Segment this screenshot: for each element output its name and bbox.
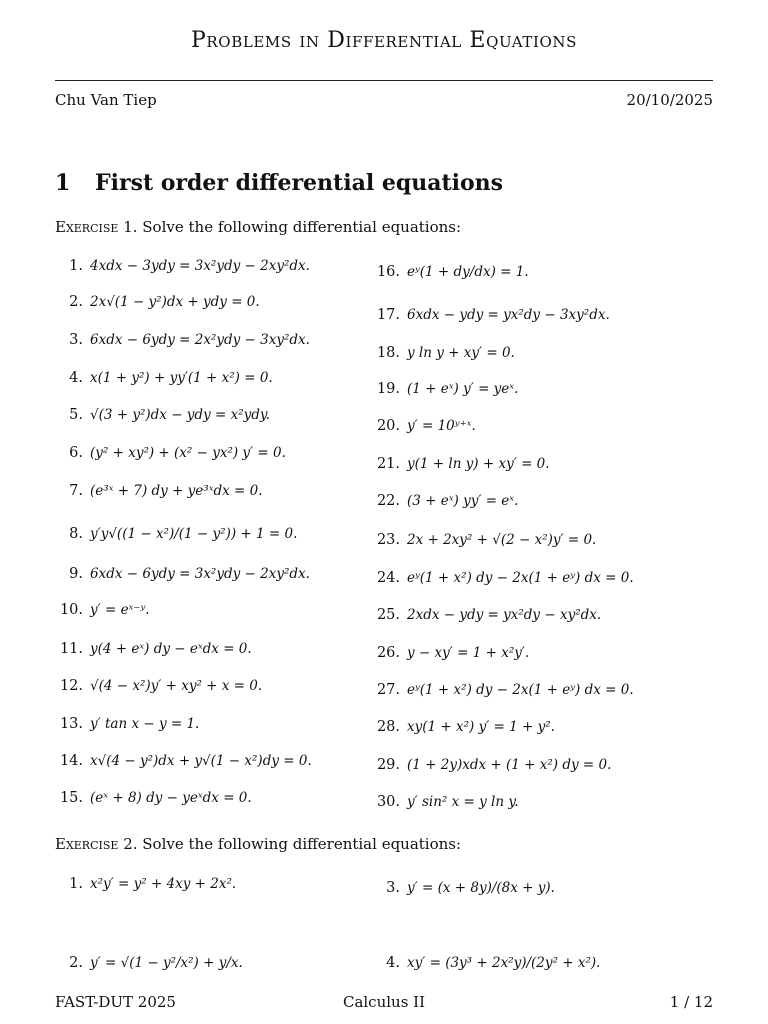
exercise-item-equation: y ln y + xy′ = 0. bbox=[407, 345, 515, 361]
exercise-item-number: 2. bbox=[69, 294, 83, 310]
exercise-item bbox=[55, 368, 273, 388]
exercise-item bbox=[55, 600, 150, 620]
exercise-item-equation: 2xdx − ydy = yx²dy − xy²dx. bbox=[407, 607, 602, 623]
exercise-item-number: 7. bbox=[69, 483, 83, 499]
exercise-item-equation: y(1 + ln y) + xy′ = 0. bbox=[407, 456, 550, 472]
exercise-item-number: 15. bbox=[59, 790, 83, 806]
exercise-item-number: 28. bbox=[376, 719, 400, 735]
section-title: First order differential equations bbox=[95, 170, 504, 196]
header-rule bbox=[55, 80, 713, 81]
exercise-item-equation: 6xdx − ydy = yx²dy − 3xy²dx. bbox=[407, 307, 610, 323]
exercise-item-equation: √(3 + y²)dx − ydy = x²ydy. bbox=[90, 407, 271, 423]
exercise-item bbox=[365, 262, 529, 282]
exercise-item bbox=[55, 874, 236, 894]
exercise-item-number: 12. bbox=[59, 678, 83, 694]
exercise-item bbox=[55, 330, 310, 350]
exercise-item-equation: xy′ = (3y³ + 2x²y)/(2y² + x²). bbox=[407, 955, 601, 971]
exercise-item-number: 29. bbox=[376, 757, 400, 773]
footer-course: Calculus II bbox=[342, 993, 426, 1011]
exercise-2-label: Exercise 2. bbox=[55, 835, 138, 853]
exercise-item-number: 5. bbox=[69, 407, 83, 423]
exercise-item bbox=[365, 530, 596, 550]
exercise-item bbox=[365, 755, 611, 775]
exercise-item-number: 17. bbox=[376, 307, 400, 323]
exercise-item-number: 25. bbox=[376, 607, 400, 623]
exercise-item-number: 20. bbox=[376, 418, 400, 434]
exercise-item-equation: x²y′ = y² + 4xy + 2x². bbox=[90, 876, 237, 892]
exercise-item bbox=[365, 792, 518, 812]
exercise-item-equation: xy(1 + x²) y′ = 1 + y². bbox=[407, 719, 555, 735]
exercise-item-number: 19. bbox=[376, 381, 400, 397]
exercise-1-label: Exercise 1. bbox=[55, 218, 138, 236]
exercise-item-number: 6. bbox=[69, 445, 83, 461]
exercise-item-number: 16. bbox=[376, 264, 400, 280]
exercise-item-equation: 6xdx − 6ydy = 3x²ydy − 2xy²dx. bbox=[90, 566, 310, 582]
exercise-item bbox=[55, 953, 243, 973]
exercise-item-equation: 2x + 2xy² + √(2 − x²)y′ = 0. bbox=[407, 532, 597, 548]
exercise-item-number: 22. bbox=[376, 493, 400, 509]
exercise-item-equation: √(4 − x²)y′ + xy² + x = 0. bbox=[90, 678, 263, 694]
exercise-item-equation: eʸ(1 + dy/dx) = 1. bbox=[407, 264, 529, 280]
section-heading bbox=[55, 170, 503, 196]
exercise-item-number: 9. bbox=[69, 566, 83, 582]
exercise-item bbox=[365, 454, 550, 474]
exercise-item-number: 8. bbox=[69, 526, 83, 542]
exercise-item-equation: 2x√(1 − y²)dx + ydy = 0. bbox=[90, 294, 260, 310]
exercise-item-number: 30. bbox=[376, 794, 400, 810]
exercise-item bbox=[365, 643, 529, 663]
document-date: 20/10/2025 bbox=[626, 91, 713, 109]
section-number: 1 bbox=[55, 170, 71, 196]
exercise-item bbox=[55, 524, 297, 544]
exercise-item bbox=[365, 605, 601, 625]
exercise-item-equation: (eˣ + 8) dy − yeˣdx = 0. bbox=[90, 790, 252, 806]
exercise-item bbox=[55, 481, 263, 501]
exercise-item-equation: (1 + 2y)xdx + (1 + x²) dy = 0. bbox=[407, 757, 612, 773]
exercise-item-equation: x√(4 − y²)dx + y√(1 − x²)dy = 0. bbox=[90, 753, 312, 769]
exercise-item-equation: y′ = 10ʸ⁺ˣ. bbox=[407, 418, 476, 434]
exercise-item bbox=[55, 714, 199, 734]
exercise-item bbox=[365, 568, 634, 588]
exercise-item bbox=[365, 878, 555, 898]
exercise-item bbox=[365, 379, 518, 399]
exercise-item-number: 14. bbox=[59, 753, 83, 769]
exercise-item bbox=[365, 680, 634, 700]
exercise-item-equation: y′ sin² x = y ln y. bbox=[407, 794, 519, 810]
exercise-1-heading bbox=[55, 218, 461, 236]
exercise-item-equation: y(4 + eˣ) dy − eˣdx = 0. bbox=[90, 641, 252, 657]
exercise-item-number: 2. bbox=[69, 955, 83, 971]
exercise-item-number: 23. bbox=[376, 532, 400, 548]
exercise-1-text: Solve the following differential equations: bbox=[142, 218, 462, 236]
exercise-item-equation: eʸ(1 + x²) dy − 2x(1 + eʸ) dx = 0. bbox=[407, 570, 634, 586]
exercise-item-number: 4. bbox=[69, 370, 83, 386]
exercise-item-number: 26. bbox=[376, 645, 400, 661]
exercise-item bbox=[55, 443, 286, 463]
exercise-item bbox=[55, 292, 260, 312]
exercise-item-equation: (3 + eˣ) yy′ = eˣ. bbox=[407, 493, 519, 509]
exercise-item-number: 13. bbox=[59, 716, 83, 732]
exercise-item-number: 11. bbox=[59, 641, 83, 657]
exercise-item-equation: y′ = (x + 8y)/(8x + y). bbox=[407, 880, 555, 896]
exercise-item-equation: (1 + eˣ) y′ = yeˣ. bbox=[407, 381, 519, 397]
exercise-item bbox=[55, 751, 312, 771]
exercise-item-number: 24. bbox=[376, 570, 400, 586]
exercise-item-number: 1. bbox=[69, 876, 83, 892]
exercise-item bbox=[365, 305, 610, 325]
exercise-item-equation: y − xy′ = 1 + x²y′. bbox=[407, 645, 530, 661]
exercise-item-equation: y′ tan x − y = 1. bbox=[90, 716, 200, 732]
exercise-item-equation: y′ = eˣ⁻ʸ. bbox=[90, 602, 150, 618]
exercise-item-number: 3. bbox=[386, 880, 400, 896]
exercise-item-equation: (e³ˣ + 7) dy + ye³ˣdx = 0. bbox=[90, 483, 263, 499]
author-name: Chu Van Tiep bbox=[55, 91, 157, 109]
exercise-item bbox=[365, 953, 600, 973]
exercise-item bbox=[55, 788, 252, 808]
exercise-item-number: 3. bbox=[69, 332, 83, 348]
exercise-item bbox=[55, 405, 270, 425]
exercise-item bbox=[55, 564, 310, 584]
exercise-item bbox=[55, 639, 252, 659]
exercise-item-equation: 4xdx − 3ydy = 3x²ydy − 2xy²dx. bbox=[90, 258, 310, 274]
exercise-item bbox=[365, 343, 515, 363]
exercise-2-text: Solve the following differential equations: bbox=[142, 835, 462, 853]
exercise-item-equation: eʸ(1 + x²) dy − 2x(1 + eʸ) dx = 0. bbox=[407, 682, 634, 698]
exercise-item-number: 1. bbox=[69, 258, 83, 274]
exercise-item-equation: y′ = √(1 − y²/x²) + y/x. bbox=[90, 955, 243, 971]
exercise-item-number: 4. bbox=[386, 955, 400, 971]
exercise-item-equation: x(1 + y²) + yy′(1 + x²) = 0. bbox=[90, 370, 273, 386]
exercise-item-number: 18. bbox=[376, 345, 400, 361]
exercise-item-equation: 6xdx − 6ydy = 2x²ydy − 3xy²dx. bbox=[90, 332, 310, 348]
exercise-item bbox=[365, 717, 555, 737]
exercise-item-equation: y′y√((1 − x²)/(1 − y²)) + 1 = 0. bbox=[90, 526, 298, 542]
exercise-item bbox=[55, 676, 262, 696]
exercise-item bbox=[55, 256, 310, 276]
exercise-item-number: 10. bbox=[59, 602, 83, 618]
exercise-item-equation: (y² + xy²) + (x² − yx²) y′ = 0. bbox=[90, 445, 286, 461]
exercise-item bbox=[365, 416, 476, 436]
footer-page-number: 1 / 12 bbox=[669, 993, 713, 1011]
exercise-item-number: 27. bbox=[376, 682, 400, 698]
page-title: Problems in Differential Equations bbox=[191, 28, 577, 53]
exercise-item-number: 21. bbox=[376, 456, 400, 472]
exercise-item bbox=[365, 491, 518, 511]
exercise-2-heading bbox=[55, 835, 461, 853]
footer-institution: FAST-DUT 2025 bbox=[55, 993, 176, 1011]
